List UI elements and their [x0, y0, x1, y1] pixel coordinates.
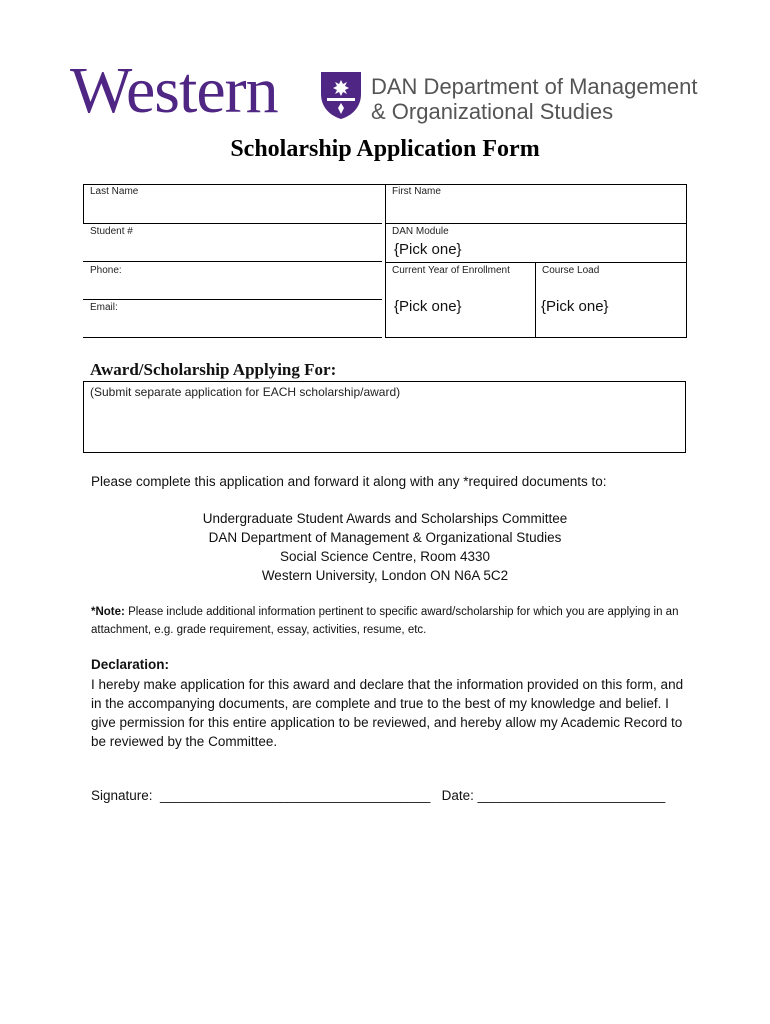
phone-field[interactable]	[84, 275, 382, 299]
current-year-label: Current Year of Enrollment	[392, 265, 510, 276]
address-line: Undergraduate Student Awards and Scholarships Committee	[202, 511, 568, 526]
dan-module-select[interactable]: {Pick one}	[394, 241, 462, 258]
email-label: Email:	[90, 302, 118, 313]
shield-crest-icon	[319, 70, 363, 120]
student-number-field[interactable]	[84, 236, 382, 261]
dan-module-label: DAN Module	[392, 226, 449, 237]
address-line: DAN Department of Management & Organizational Studies	[208, 530, 562, 545]
phone-label: Phone:	[90, 265, 122, 276]
department-name	[371, 74, 698, 124]
address-line: Social Science Centre, Room 4330	[279, 549, 491, 564]
department-line-2: & Organizational Studies	[371, 99, 614, 124]
email-field[interactable]	[84, 312, 382, 337]
last-name-field[interactable]	[84, 196, 382, 223]
award-note: (Submit separate application for EACH scholarship/award)	[90, 385, 401, 399]
western-logo-wordmark: Western	[70, 54, 278, 127]
note-paragraph	[91, 603, 691, 639]
declaration-text: I hereby make application for this award and declare that the information provided on this form, and in the accompanying documents, are complete and true to the best of my knowledge and belief. I give permission for this entire application to be reviewed, and hereby allow my Academic Record to be reviewed by the Committee.	[91, 677, 684, 749]
current-year-select[interactable]: {Pick one}	[394, 298, 462, 315]
note-label: *Note:	[91, 606, 125, 618]
student-number-label: Student #	[90, 226, 133, 237]
department-line-1: DAN Department of Management	[371, 74, 698, 99]
first-name-field[interactable]	[386, 196, 686, 223]
course-load-label: Course Load	[542, 265, 600, 276]
award-heading: Award/Scholarship Applying For:	[90, 360, 337, 379]
instructions-text: Please complete this application and forward it along with any *required documents to:	[91, 474, 607, 489]
first-name-label: First Name	[392, 186, 441, 197]
address-line: Western University, London ON N6A 5C2	[261, 568, 509, 583]
signature-date-line[interactable]: Signature: ____________________________________ Date: _________________________	[91, 788, 666, 803]
course-load-select[interactable]: {Pick one}	[541, 298, 609, 315]
mailing-address	[0, 509, 770, 585]
page-title: Scholarship Application Form	[230, 136, 540, 162]
declaration-heading: Declaration:	[91, 657, 170, 672]
note-text: Please include additional information pertinent to specific award/scholarship for which you are applying in an attachment, e.g. grade requirement, essay, activities, resume, etc.	[91, 606, 679, 636]
last-name-label: Last Name	[90, 186, 139, 197]
